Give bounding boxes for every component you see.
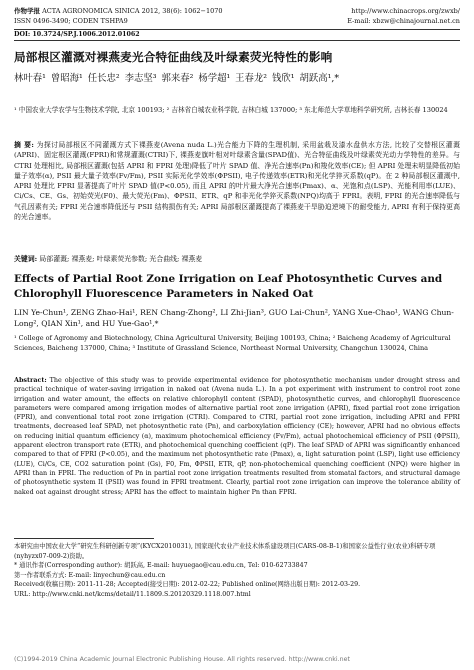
doi: DOI: 10.3724/SP.J.1006.2012.01062: [14, 31, 140, 38]
footnote-corresponding: * 通讯作者(Corresponding author): 胡跃高, E-mail: huyuegao@cau.edu.cn, Tel: 010-62733847: [14, 562, 308, 570]
journal-issn: ISSN 0496-3490; CODEN TSHPA9: [14, 16, 128, 25]
abstract-text-cn: 为探讨局部根区不同灌溉方式下裸燕麦(Avena nuda L.)光合能力下降的生理机制, 采用盆栽及漆水盘供水方法, 比较了交替根区灌溉(APRI)、固定根区灌溉(FPRI)和常规灌溉(CTRI)下, 裸燕麦旗叶相对叶绿素含量(SPAD值)、光合特征曲线及叶绿素荧光动力学特性的差异。与 CTRI 处理相比, 局部根区灌溉(包括 APRI 和 FPRI 处理)降低了叶片 SPAD 值、净光合速率(Pn)和羧化效率(CE); 但 APRI 处理未明显降低初始量子效率(α), PSII 最大量子效率(Fv/Fm), PSII 实际光化学效率(ΦPSII), 电子传递效率(ETR)和光化学猝灭系数(qP)。在 2 种局部根区灌溉中, APRI 处理比 FPRI 显著提高了叶片 SPAD 值(P<0.05), 而且 APRI 的叶片最大净光合速率(Pmax)、α、光饱和点(LSP)、光能利用率(LUE)、Ci/Cs、CE、Gs、初始荧光(F0)、最大荧光(Fm)、ΦPSII、ETR、qP 和非光化学猝灭系数(NPQ)均高于 FPRI。表明, FPRI 的光合速率降低与气孔因素有关; FPRI 光合速率降低还与 PSII 结构损伤有关; APRI 局部根区灌溉提高了裸燕麦干旱胁迫逆境下的耐受能力, APRI 有利于保持更高的光合速率。: [14, 141, 460, 222]
authors-chinese: 林叶春¹ 曾昭海¹ 任长忠² 李志坚³ 郭来春² 杨学超¹ 王春龙² 钱欣¹ 胡跃高¹,*: [14, 73, 340, 84]
abstract-chinese: [14, 140, 460, 222]
journal-name-en: ACTA AGRONOMICA SINICA: [42, 7, 140, 15]
journal-email[interactable]: E-mail: xbzw@chinajournal.net.cn: [347, 16, 460, 25]
footnotes: [14, 542, 460, 600]
journal-header-right: [260, 7, 460, 26]
journal-header-left: [14, 7, 274, 26]
affiliation-english: ¹ College of Agronomy and Biotechnology, China Agricultural University, Beijing 100193, China; ² Baicheng Academy of Agricultural Sciences, Baicheng 137000, China; ³ Institute of Grassland Science, Northeast Normal University, Changchun 130024, China: [14, 334, 451, 352]
doi-divider: [14, 40, 460, 41]
footnote-first-author: 第一作者联系方式: E-mail: linyechun@cau.edu.cn: [14, 571, 166, 579]
abstract-label-en: Abstract:: [14, 376, 47, 384]
journal-name-cn: 作物学报: [14, 7, 40, 15]
copyright-notice: (C)1994-2019 China Academic Journal Electronic Publishing House. All rights reserved. http://www.cnki.net: [14, 656, 351, 663]
title-english: Effects of Partial Root Zone Irrigation on Leaf Photosynthetic Curves and Chlorophyll Fluorescence Parameters in Naked Oat: [14, 273, 443, 300]
abstract-english: [14, 376, 460, 497]
footnote-fund: 本研究由中国农业大学“研究生科研创新专项”(KYCX2010031), 国家现代农业产业技术体系建设项目(CARS-08-B-1)和国家公益性行业(农业)科研专项(nyhyzx07-009-2)资助。: [14, 543, 436, 560]
abstract-label-cn: 摘 要:: [14, 141, 34, 149]
authors-english: LIN Ye-Chun¹, ZENG Zhao-Hai¹, REN Chang-Zhong², LI Zhi-Jian³, GUO Lai-Chun², YANG Xue-Chao¹, WANG Chun-Long², QIAN Xin¹, and HU Yue-Gao¹,*: [14, 308, 454, 329]
footnote-dates: Received(收稿日期): 2011-11-28; Accepted(接受日期): 2012-02-22; Published online(网络出版日期): 2012-03-29.: [14, 581, 361, 589]
keywords-text-cn: 局部灌溉; 裸燕麦; 叶绿素荧光参数; 光合曲线; 裸燕麦: [39, 255, 203, 263]
footnote-url[interactable]: URL: http://www.cnki.net/kcms/detail/11.1809.S.20120329.1118.007.html: [14, 590, 251, 598]
affiliation-chinese: ¹ 中国农业大学农学与生物技术学院, 北京 100193; ² 吉林省白城农业科学院, 吉林白城 137000; ³ 东北师范大学草地科学研究所, 吉林长春 130024: [14, 106, 448, 114]
journal-website[interactable]: http://www.chinacrops.org/zwxb/: [351, 7, 460, 15]
abstract-text-en: The objective of this study was to provide experimental evidence for photosynthetic mechanism under drought stress and practical technique of water-saving irrigation in naked oat (Avena nuda L.). In a pot experiment with instrument to control root zone irrigation and water amount, the effects on relative chlorophyll content (SPAD), photosynthetic curves, and chlorophyll fluorescence parameters were compared among irrigation modes of alternative partial root zone irrigation (APRI), fixed partial root zone irrigation (FPRI), and conventional total root zone irrigation (CTRI). Compared to CTRI, partial root zone irrigation, including APRI and FPRI treatments, decreased leaf SPAD, net photosynthetic rate (Pn), and carboxylation efficiency (CE); however, APRI had no obvious effects on reducing initial quantum efficiency (α), maximum photochemical efficiency (Fv/Fm), actual photochemical efficiency of PSII (ΦPSII), apparent electron transport rate (ETR), and photochemical quenching coefficient (qP). The leaf SPAD of APRI was significantly enhanced compared to that of FPRI (P<0.05), and the maximum net photosynthetic rate (Pmax), α, light saturation point (LSP), light use efficiency (LUE), Ci/Cs, CE, CO2 saturation point (Gs), F0, Fm, ΦPSII, ETR, qP, non-photochemical quenching coefficient (NPQ) were higher in APRI than in FPRI. The reduction of Pn in partial root zone irrigation treatments resulted from stomatal factors, and structural damage of photosynthetic system II (PSII) was found in FPRI treatment. Clearly, partial root zone irrigation can improve the tolerance ability of naked oat against drought stress; APRI has the effect to maintain higher Pn than FPRI.: [14, 376, 460, 496]
footnote-divider: [14, 538, 154, 539]
header-divider: [14, 29, 460, 30]
keywords-label-cn: 关键词:: [14, 255, 38, 263]
keywords-chinese: [14, 254, 460, 264]
journal-citation: 2012, 38(6): 1062−1070: [141, 7, 223, 15]
title-chinese: 局部根区灌溉对裸燕麦光合特征曲线及叶绿素荧光特性的影响: [14, 50, 333, 64]
